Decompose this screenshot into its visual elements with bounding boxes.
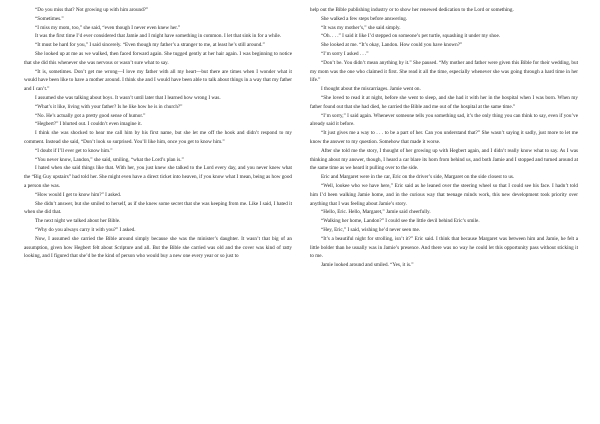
- paragraph: “I’m sorry,” I said again. Whenever someone tells you something sad, it’s the only thing you can think to say, even if you’ve already said it before.: [310, 112, 578, 128]
- paragraph: “You never know, Landon,” she said, smiling, “what the Lord’s plan is.”: [35, 156, 184, 163]
- paragraph: “Why do you always carry it with you?” I asked.: [35, 226, 136, 233]
- right-page: [310, 6, 578, 418]
- paragraph: She walked a few steps before answering.: [321, 15, 408, 22]
- paragraph: “It must be hard for you,” I said sincerely. “Even though my father’s a stranger to me, at least he’s still around.”: [35, 42, 265, 49]
- paragraph: She didn’t answer, but she smiled to herself, as if she knew some secret that she was keeping from me. Like I said, I hated it when she did that.: [24, 200, 292, 216]
- paragraph: Jamie looked around and smiled. “Yes, it is.”: [321, 262, 414, 269]
- paragraph: Eric and Margaret were in the car, Eric on the driver’s side, Margaret on the side closest to us.: [321, 174, 515, 181]
- paragraph: “Walking her home, Landon?” I could see the little devil behind Eric’s smile.: [321, 218, 480, 225]
- paragraph: I assumed she was talking about boys. It wasn’t until later that I learned how wrong I was.: [35, 94, 221, 101]
- paragraph: “It was my mother’s,” she said simply.: [321, 24, 401, 31]
- paragraph: “It’s a beautiful night for strolling, isn’t it?” Eric said. I think that because Margaret was between him and Jamie, he felt a little bolder than he usually was in Jamie’s presence. And there was no way he could let this opportunity pass without sticking it to me.: [310, 235, 578, 260]
- paragraph: After she told me the story, I thought of her growing up with Hegbert again, and I didn’t really know what to say. As I was thinking about my answer, though, I heard a car blare its horn from behind us, and both Jamie and I stopped and turned around at the same time as we heard it pulling over to the side.: [310, 147, 578, 172]
- paragraph: “How would I get to know him?” I asked.: [35, 191, 122, 198]
- paragraph: I thought about the miscarriages. Jamie went on.: [321, 86, 421, 93]
- paragraph: “She loved to read it at night, before she went to sleep, and she had it with her in the hospital when I was born. When my father found out that she had died, he carried the Bible and me out of the hospital at the same time.”: [310, 94, 578, 110]
- paragraph: “Well, lookee who we have here,” Eric said as he leaned over the steering wheel so that I could see his face. I hadn’t told him I’d been walking Jamie home, and in the curious way that teenage minds work, this new development took priority over anything that I was feeling about Jamie’s story.: [310, 182, 578, 207]
- paragraph: She looked at me. “It’s okay, Landon. How could you have known?”: [321, 42, 463, 49]
- paragraph: “I miss my mom, too,” she said, “even though I never even knew her.”: [35, 24, 181, 31]
- paragraph: I think she was shocked to hear me call him by his first name, but she let me off the hook and didn’t respond to my comment. Instead she said, “Don’t look so surprised. You’ll like him, once you get to know him.”: [24, 130, 292, 145]
- paragraph: “I doubt if I’ll ever get to know him.”: [35, 147, 113, 154]
- paragraph: She looked up at me as we walked, then faced forward again. She tugged gently at her hair again. I was beginning to notice that she did this whenever she was nervous or wasn’t sure what to say.: [24, 50, 292, 66]
- left-page: [24, 6, 292, 418]
- paragraph: I hated when she said things like that. With her, you just knew she talked to the Lord every day, and you never knew what the “Big Guy upstairs” had told her. She might even have a direct ticket into heaven, if you know what I mean, being as how good a person she was.: [24, 165, 292, 189]
- paragraph: The next night we talked about her Bible.: [35, 218, 121, 225]
- paragraph: “Do you miss that? Not growing up with him around?”: [35, 7, 149, 13]
- continued-paragraph: help out the Bible publishing industry or to show her renewed dedication to the Lord or something.: [310, 7, 514, 13]
- paragraph: “It is, sometimes. Don’t get me wrong—I love my father with all my heart—but there are times when I wonder what it would have been like to have a mother around. I think she and I would have been able to talk about things in a way that my father and I can’t.”: [24, 68, 292, 93]
- paragraph: “Hello, Eric. Hello, Margaret,” Jamie said cheerfully.: [321, 209, 431, 216]
- paragraph: “Hegbert?” I blurted out. I couldn’t even imagine it.: [35, 121, 142, 128]
- paragraph: “What’s it like, living with your father? Is he like how he is in church?”: [35, 103, 183, 110]
- paragraph: “Oh. . . .” I said it like I’d stepped on someone’s pet turtle, squashing it under my shoe.: [321, 33, 501, 40]
- paragraph: “Don’t be. You didn’t mean anything by it.” She paused. “My mother and father were given this Bible for their wedding, but my mom was the one who claimed it first. She read it all the time, especially whenever she was going through a hard time in her life.”: [310, 59, 578, 84]
- paragraph: “No. He’s actually got a pretty good sense of humor.”: [35, 112, 146, 119]
- paragraph: “Hey, Eric,” I said, wishing he’d never seen me.: [321, 226, 421, 233]
- paragraph: It was the first time I’d ever considered that Jamie and I might have something in common. I let that sink in for a while.: [35, 33, 282, 40]
- paragraph: “Sometimes.”: [35, 15, 64, 22]
- paragraph: “It just gives me a way to . . . to be a part of her. Can you understand that?” She wasn’t saying it sadly, just more to let me know the answer to my question. Somehow that made it worse.: [310, 130, 578, 145]
- paragraph: Now, I assumed she carried the Bible around simply because she was the minister’s daughter. It wasn’t that big of an assumption, given how Hegbert felt about Scripture and all. But the Bible she carried was old and the cover was kind of ratty looking, and I figured that she’d be the kind of person who would buy a new one every year or so just to: [24, 235, 292, 260]
- paragraph: “I’m sorry I asked . . .”: [321, 50, 369, 57]
